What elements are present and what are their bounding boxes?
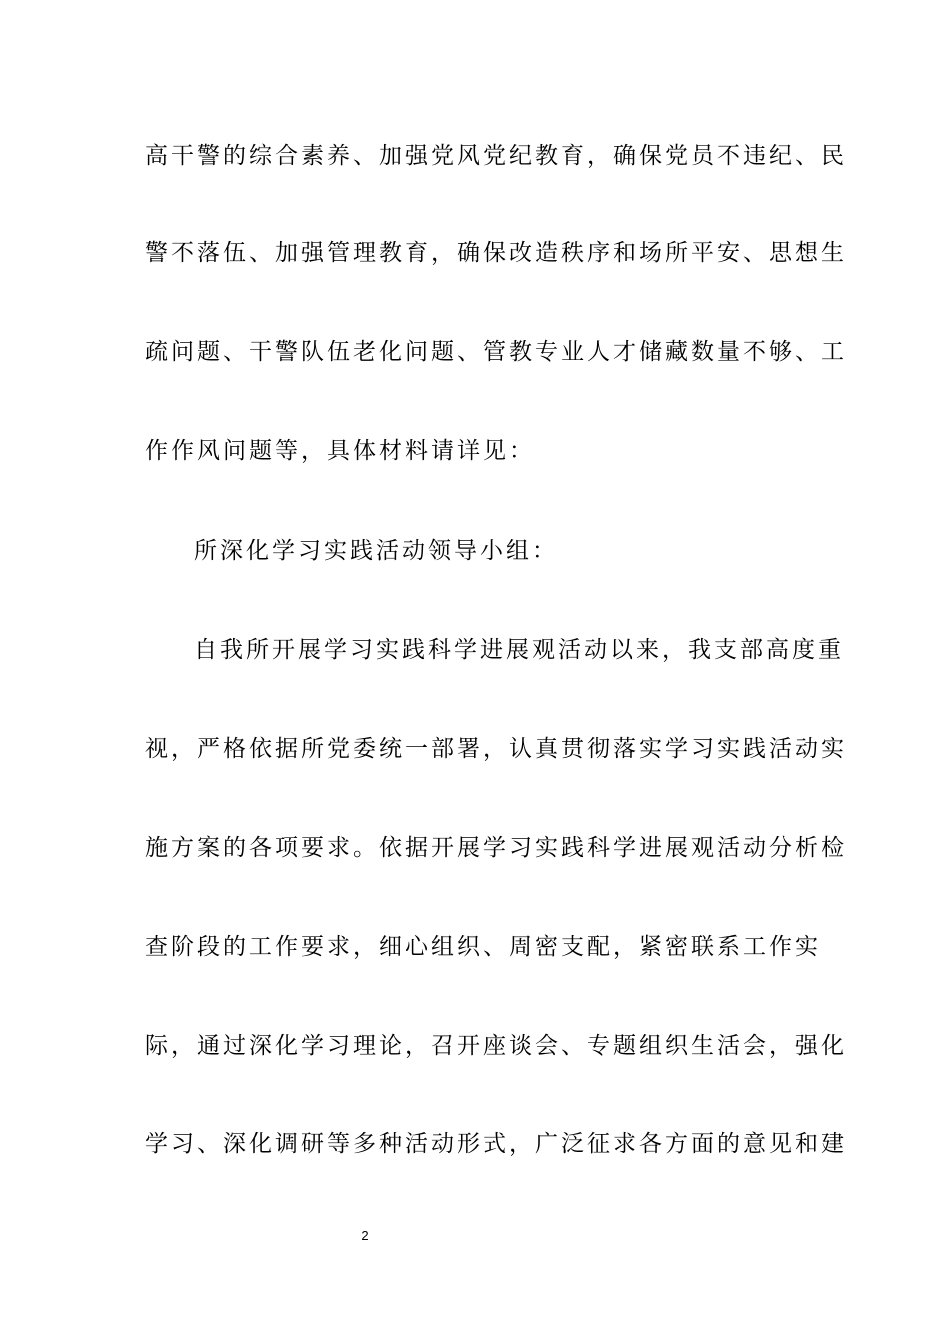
paragraph-line: 际，通过深化学习理论，召开座谈会、专题组织生活会，强化	[145, 1033, 847, 1059]
paragraph-line: 作作风问题等，具体材料请详见：	[145, 438, 535, 464]
paragraph-line: 视，严格依据所党委统一部署，认真贯彻落实学习实践活动实	[145, 736, 847, 762]
paragraph-line: 高干警的综合素养、加强党风党纪教育，确保党员不违纪、民	[145, 143, 847, 169]
paragraph-line: 自我所开展学习实践科学进展观活动以来，我支部高度重	[194, 637, 844, 663]
salutation-line: 所深化学习实践活动领导小组：	[194, 538, 558, 564]
paragraph-line: 疏问题、干警队伍老化问题、管教专业人才储藏数量不够、工	[145, 339, 847, 365]
paragraph-line: 警不落伍、加强管理教育，确保改造秩序和场所平安、思想生	[145, 240, 847, 266]
paragraph-line: 施方案的各项要求。依据开展学习实践科学进展观活动分析检	[145, 835, 847, 861]
paragraph-line: 查阶段的工作要求，细心组织、周密支配，紧密联系工作实	[145, 934, 821, 960]
page-number: 2	[361, 1228, 369, 1243]
paragraph-line: 学习、深化调研等多种活动形式，广泛征求各方面的意见和建	[145, 1131, 847, 1157]
